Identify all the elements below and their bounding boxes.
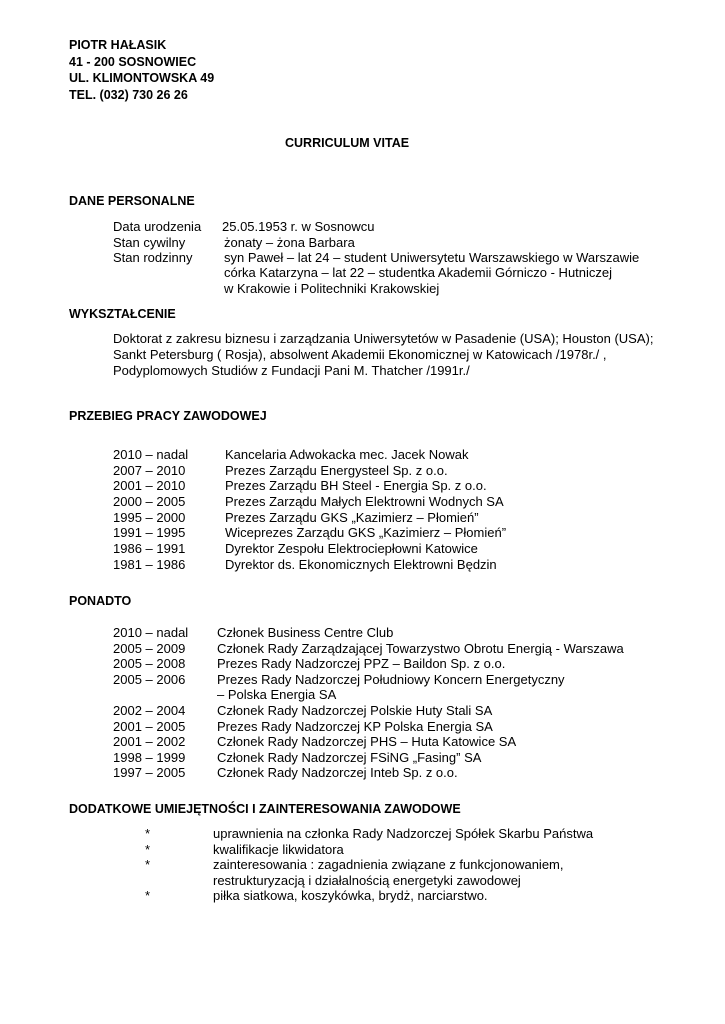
career-row: [113, 447, 469, 463]
skills-text: zainteresowania : zagadnienia związane z funkcjonowaniem,: [213, 857, 564, 873]
other-list: [113, 625, 624, 781]
career-row: [113, 541, 478, 557]
other-text: Prezes Rady Nadzorczej PPZ – Baildon Sp. z o.o.: [217, 656, 506, 672]
career-list: [113, 447, 507, 573]
personal-label: Stan rodzinny: [113, 250, 193, 265]
other-row: [113, 656, 506, 672]
career-text: Kancelaria Adwokacka mec. Jacek Nowak: [225, 447, 469, 462]
career-row: [113, 494, 504, 510]
section-heading-education: WYKSZTAŁCENIE: [69, 307, 176, 321]
document-title: CURRICULUM VITAE: [285, 136, 410, 150]
other-text: – Polska Energia SA: [217, 687, 337, 703]
other-period: 1998 – 1999: [113, 749, 186, 765]
other-text: Prezes Rady Nadzorczej Południowy Koncern Energetyczny: [217, 671, 565, 687]
skills-text: kwalifikacje likwidatora: [213, 841, 344, 857]
career-row: [113, 462, 448, 479]
section-heading-career: PRZEBIEG PRACY ZAWODOWEJ: [69, 409, 267, 423]
other-period: 2005 – 2008: [113, 656, 186, 672]
career-text: Prezes Zarządu Energysteel Sp. z o.o.: [225, 462, 448, 478]
career-text: Prezes Zarządu GKS „Kazimierz – Płomień”: [225, 509, 479, 525]
other-text: Członek Rady Nadzorczej Inteb Sp. z o.o.: [217, 765, 458, 781]
contact-phone: TEL. (032) 730 26 26: [69, 87, 188, 102]
personal-value: w Krakowie i Politechniki Krakowskiej: [224, 281, 440, 296]
skills-item: [145, 826, 594, 842]
career-text: Prezes Zarządu Małych Elektrowni Wodnych SA: [225, 494, 504, 510]
other-text: Członek Rady Nadzorczej FSiNG „Fasing” SA: [217, 749, 482, 765]
skills-list: [145, 826, 594, 904]
personal-row: [113, 219, 375, 235]
personal-row: [113, 235, 355, 251]
career-row: [113, 525, 507, 541]
bullet-icon: *: [145, 857, 151, 873]
other-period: 2010 – nadal: [113, 625, 189, 640]
other-period: 2001 – 2002: [113, 734, 186, 750]
bullet-icon: *: [145, 826, 151, 841]
other-period: 2005 – 2009: [113, 640, 186, 656]
career-text: Dyrektor ds. Ekonomicznych Elektrowni Będzin: [225, 556, 497, 572]
other-text: Członek Rady Nadzorczej PHS – Huta Katowice SA: [217, 734, 517, 750]
career-period: 1981 – 1986: [113, 556, 186, 572]
other-period: 2002 – 2004: [113, 702, 186, 718]
section-heading-personal: DANE PERSONALNE: [69, 194, 195, 208]
education-line: Doktorat z zakresu biznesu i zarządzania Uniwersytetów w Pasadenie (USA); Houston (USA);: [113, 331, 654, 346]
other-row: [113, 625, 394, 641]
personal-value: 25.05.1953 r. w Sosnowcu: [222, 219, 375, 234]
career-period: 2000 – 2005: [113, 494, 186, 510]
career-period: 1995 – 2000: [113, 509, 186, 525]
career-row: [113, 478, 487, 494]
career-period: 2007 – 2010: [113, 462, 186, 478]
education-line: Podyplomowych Studiów z Fundacji Pani M. Thatcher /1991r./: [113, 363, 470, 378]
skills-text: uprawnienia na członka Rady Nadzorczej Spółek Skarbu Państwa: [213, 826, 594, 841]
other-period: 1997 – 2005: [113, 765, 186, 781]
career-row: [113, 509, 479, 526]
skills-text: piłka siatkowa, koszykówka, brydż, narciarstwo.: [213, 888, 488, 904]
other-period: 2005 – 2006: [113, 671, 186, 687]
personal-value: żonaty – żona Barbara: [224, 235, 355, 250]
personal-value: syn Paweł – lat 24 – student Uniwersytetu Warszawskiego w Warszawie: [224, 250, 640, 265]
other-row: [113, 702, 493, 719]
career-period: 1991 – 1995: [113, 525, 186, 541]
other-row: [113, 718, 493, 735]
other-period: 2001 – 2005: [113, 718, 186, 734]
personal-row: [113, 250, 640, 266]
career-text: Wiceprezes Zarządu GKS „Kazimierz – Płomień”: [225, 525, 507, 541]
skills-item: [145, 857, 564, 873]
career-period: 1986 – 1991: [113, 541, 186, 557]
other-row: [113, 749, 482, 766]
skills-item: [145, 872, 521, 889]
other-row: [113, 671, 565, 688]
career-period: 2001 – 2010: [113, 478, 186, 494]
skills-item: [145, 841, 344, 858]
contact-street: UL. KLIMONTOWSKA 49: [69, 71, 215, 85]
section-heading-skills: DODATKOWE UMIEJĘTNOŚCI I ZAINTERESOWANIA ZAWODOWE: [69, 802, 461, 816]
bullet-icon: *: [145, 888, 151, 904]
other-row: [113, 734, 517, 750]
contact-block: [69, 37, 214, 103]
other-row: [113, 640, 624, 657]
contact-name: PIOTR HAŁASIK: [69, 38, 167, 52]
other-text: Członek Rady Zarządzającej Towarzystwo Obrotu Energią - Warszawa: [217, 640, 624, 656]
bullet-icon: *: [145, 841, 151, 857]
skills-text: restrukturyzacją i działalnością energetyki zawodowej: [213, 872, 521, 888]
career-row: [113, 556, 497, 573]
other-text: Członek Business Centre Club: [217, 625, 394, 640]
personal-label: Data urodzenia: [113, 219, 202, 234]
other-row: [113, 765, 458, 781]
other-text: Prezes Rady Nadzorczej KP Polska Energia SA: [217, 718, 493, 734]
personal-value: córka Katarzyna – lat 22 – studentka Akademii Górniczo - Hutniczej: [224, 265, 613, 280]
skills-item: [145, 888, 488, 904]
contact-city: 41 - 200 SOSNOWIEC: [69, 54, 197, 69]
section-heading-other: PONADTO: [69, 594, 132, 608]
personal-label: Stan cywilny: [113, 235, 186, 250]
career-text: Dyrektor Zespołu Elektrociepłowni Katowice: [225, 541, 478, 557]
career-period: 2010 – nadal: [113, 447, 189, 462]
career-text: Prezes Zarządu BH Steel - Energia Sp. z o.o.: [225, 478, 487, 494]
other-row: [113, 687, 337, 703]
other-text: Członek Rady Nadzorczej Polskie Huty Stali SA: [217, 702, 493, 718]
education-line: Sankt Petersburg ( Rosja), absolwent Akademii Ekonomicznej w Katowicach /1978r./ ,: [113, 347, 607, 362]
